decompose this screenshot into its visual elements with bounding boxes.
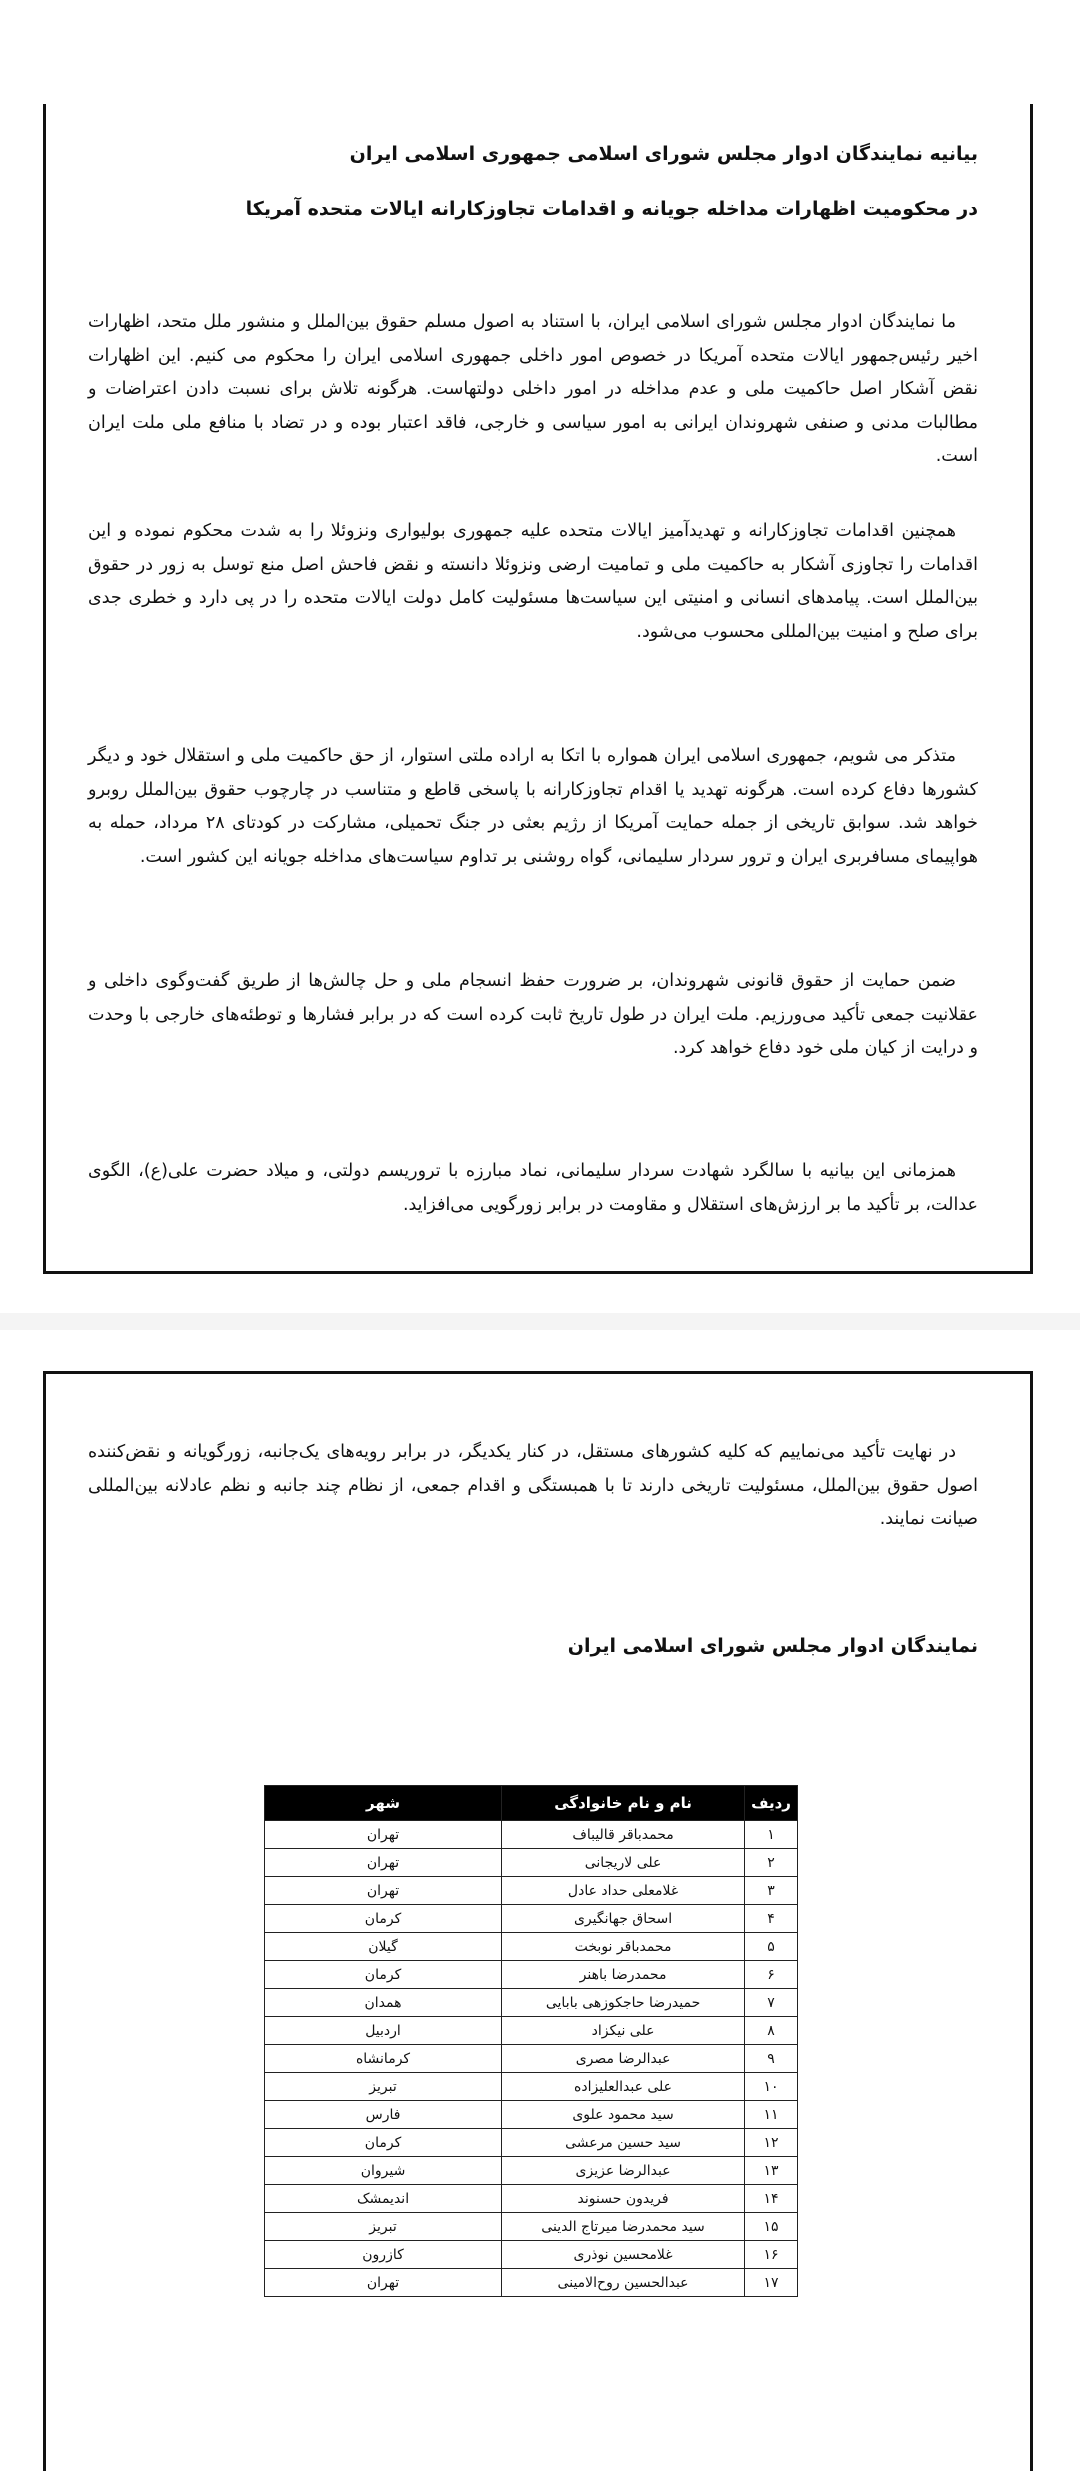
table-row <box>265 1989 798 2017</box>
cell-row-number: ۱ <box>745 1821 798 1849</box>
cell-city: شیروان <box>265 2157 502 2185</box>
closing-paragraph: در نهایت تأکید می‌نماییم که کلیه کشورهای مستقل، در کنار یکدیگر، در برابر رویه‌های یک‌جانبه، زورگویانه و نقض‌کننده اصول حقوق بین‌الملل، مسئولیت تاریخی دارند تا با همبستگی و اقدام جمعی، از نظام چند جانبه و نظم عادلانه بین‌المللی صیانت نمایند. <box>88 1442 978 1529</box>
table-row <box>265 2213 798 2241</box>
cell-city: کرمان <box>265 1961 502 1989</box>
cell-full-name: غلامعلی حداد عادل <box>502 1877 745 1905</box>
cell-row-number: ۱۴ <box>745 2185 798 2213</box>
document-page-1 <box>43 104 1033 1274</box>
cell-city: فارس <box>265 2101 502 2129</box>
table-row <box>265 1961 798 1989</box>
cell-row-number: ۳ <box>745 1877 798 1905</box>
paragraph-3: متذکر می شویم، جمهوری اسلامی ایران همواره با اتکا به اراده ملتی استوار، از حق حاکمیت ملی و استقلال خود و دیگر کشورها دفاع کرده است. هرگونه تهدید یا اقدام تجاوزکارانه با پاسخی قاطع و متناسب در چارچوب حقوق بین‌الملل روبرو خواهد شد. سوابق تاریخی از جمله حمایت آمریکا از رژیم بعثی در جنگ تحمیلی، مشارکت در کودتای ۲۸ مرداد، حمله به هواپیمای مسافربری ایران و ترور سردار سلیمانی، گواه روشنی بر تداوم سیاست‌های مداخله جویانه این کشور است. <box>88 746 978 867</box>
table-row <box>265 1905 798 1933</box>
cell-full-name: علی عبدالعلیزاده <box>502 2073 745 2101</box>
paragraph-5: همزمانی این بیانیه با سالگرد شهادت سردار سلیمانی، نماد مبارزه با تروریسم دولتی، و میلاد حضرت علی(ع)، الگوی عدالت، بر تأکید ما بر ارزش‌های استقلال و مقاومت در برابر زورگویی می‌افزاید. <box>88 1161 978 1215</box>
cell-city: تهران <box>265 1849 502 1877</box>
table-row <box>265 1933 798 1961</box>
table-header-row <box>265 1786 798 1821</box>
cell-city: کرمان <box>265 2129 502 2157</box>
cell-city: کازرون <box>265 2241 502 2269</box>
cell-row-number: ۱۶ <box>745 2241 798 2269</box>
table-row <box>265 1877 798 1905</box>
cell-row-number: ۱۵ <box>745 2213 798 2241</box>
cell-full-name: حمیدرضا حاجکوزهی بابایی <box>502 1989 745 2017</box>
cell-row-number: ۴ <box>745 1905 798 1933</box>
cell-full-name: محمدباقر قالیباف <box>502 1821 745 1849</box>
cell-full-name: عبدالحسین روح‌الامینی <box>502 2269 745 2297</box>
cell-city: همدان <box>265 1989 502 2017</box>
cell-row-number: ۱۱ <box>745 2101 798 2129</box>
signature-line: نمایندگان ادوار مجلس شورای اسلامی ایران <box>567 1635 978 1657</box>
statement-subtitle: در محکومیت اظهارات مداخله جویانه و اقدامات تجاوزکارانه ایالات متحده آمریکا <box>245 198 978 220</box>
cell-city: تبریز <box>265 2213 502 2241</box>
cell-city: اندیمشک <box>265 2185 502 2213</box>
table-row <box>265 2185 798 2213</box>
header-row-number: ردیف <box>745 1786 798 1821</box>
cell-city: اردبیل <box>265 2017 502 2045</box>
cell-full-name: عبدالرضا عزیزی <box>502 2157 745 2185</box>
table-row <box>265 2241 798 2269</box>
cell-full-name: علی لاریجانی <box>502 1849 745 1877</box>
cell-full-name: محمدرضا باهنر <box>502 1961 745 1989</box>
paragraph-2: همچنین اقدامات تجاوزکارانه و تهدیدآمیز ایالات متحده علیه جمهوری بولیواری ونزوئلا را به شدت محکوم نموده و این اقدامات را تجاوزی آشکار به حاکمیت ملی و تمامیت ارضی ونزوئلا دانسته و نقض فاحش اصل منع توسل به زور در حقوق بین‌الملل است. پیامدهای انسانی و امنیتی این سیاست‌ها مسئولیت کامل دولت ایالات متحده را در پی دارد و خطری جدی برای صلح و امنیت بین‌المللی محسوب می‌شود. <box>88 521 978 642</box>
table-row <box>265 1849 798 1877</box>
cell-row-number: ۱۳ <box>745 2157 798 2185</box>
table-row <box>265 2157 798 2185</box>
cell-city: تهران <box>265 1821 502 1849</box>
header-full-name: نام و نام خانوادگی <box>502 1786 745 1821</box>
cell-full-name: سید محمدرضا میرتاج الدینی <box>502 2213 745 2241</box>
cell-row-number: ۹ <box>745 2045 798 2073</box>
table-row <box>265 2269 798 2297</box>
page-separator <box>0 1313 1080 1330</box>
cell-full-name: سید محمود علوی <box>502 2101 745 2129</box>
table-row <box>265 2073 798 2101</box>
cell-city: تهران <box>265 2269 502 2297</box>
cell-city: تهران <box>265 1877 502 1905</box>
table-row <box>265 2101 798 2129</box>
table-row <box>265 2129 798 2157</box>
cell-row-number: ۱۲ <box>745 2129 798 2157</box>
cell-row-number: ۵ <box>745 1933 798 1961</box>
cell-full-name: محمدباقر نوبخت <box>502 1933 745 1961</box>
cell-full-name: فریدون حسنوند <box>502 2185 745 2213</box>
cell-row-number: ۶ <box>745 1961 798 1989</box>
signatories-table <box>264 1785 798 2297</box>
cell-city: گیلان <box>265 1933 502 1961</box>
paragraph-4: ضمن حمایت از حقوق قانونی شهروندان، بر ضرورت حفظ انسجام ملی و حل چالش‌ها از طریق گفت‌وگوی داخلی و عقلانیت جمعی تأکید می‌ورزیم. ملت ایران در طول تاریخ ثابت کرده است که در برابر فشارها و توطئه‌های خارجی با وحدت و درایت از کیان ملی خود دفاع خواهد کرد. <box>88 971 978 1058</box>
cell-city: کرمانشاه <box>265 2045 502 2073</box>
cell-row-number: ۱۷ <box>745 2269 798 2297</box>
paragraph-1: ما نمایندگان ادوار مجلس شورای اسلامی ایران، با استناد به اصول مسلم حقوق بین‌الملل و منشور ملل متحد، اظهارات اخیر رئیس‌جمهور ایالات متحده آمریکا در خصوص امور داخلی جمهوری اسلامی ایران را محکوم می کنیم. این اظهارات نقض آشکار اصل حاکمیت ملی و عدم مداخله در امور داخلی دولتهاست. هرگونه تلاش برای نسبت دادن اعتراضات و مطالبات مدنی و صنفی شهروندان ایرانی به امور سیاسی و خارجی، فاقد اعتبار بوده و در تضاد با منافع ملی ملت ایران است. <box>88 312 978 466</box>
cell-row-number: ۱۰ <box>745 2073 798 2101</box>
cell-full-name: اسحاق جهانگیری <box>502 1905 745 1933</box>
statement-title: بیانیه نمایندگان ادوار مجلس شورای اسلامی جمهوری اسلامی ایران <box>349 143 978 165</box>
cell-full-name: علی نیکزاد <box>502 2017 745 2045</box>
table-row <box>265 2017 798 2045</box>
cell-city: کرمان <box>265 1905 502 1933</box>
cell-full-name: سید حسین مرعشی <box>502 2129 745 2157</box>
cell-full-name: عبدالرضا مصری <box>502 2045 745 2073</box>
cell-full-name: غلامحسین نوذری <box>502 2241 745 2269</box>
cell-row-number: ۸ <box>745 2017 798 2045</box>
cell-row-number: ۷ <box>745 1989 798 2017</box>
header-city: شهر <box>265 1786 502 1821</box>
cell-city: تبریز <box>265 2073 502 2101</box>
table-row <box>265 1821 798 1849</box>
cell-row-number: ۲ <box>745 1849 798 1877</box>
table-row <box>265 2045 798 2073</box>
